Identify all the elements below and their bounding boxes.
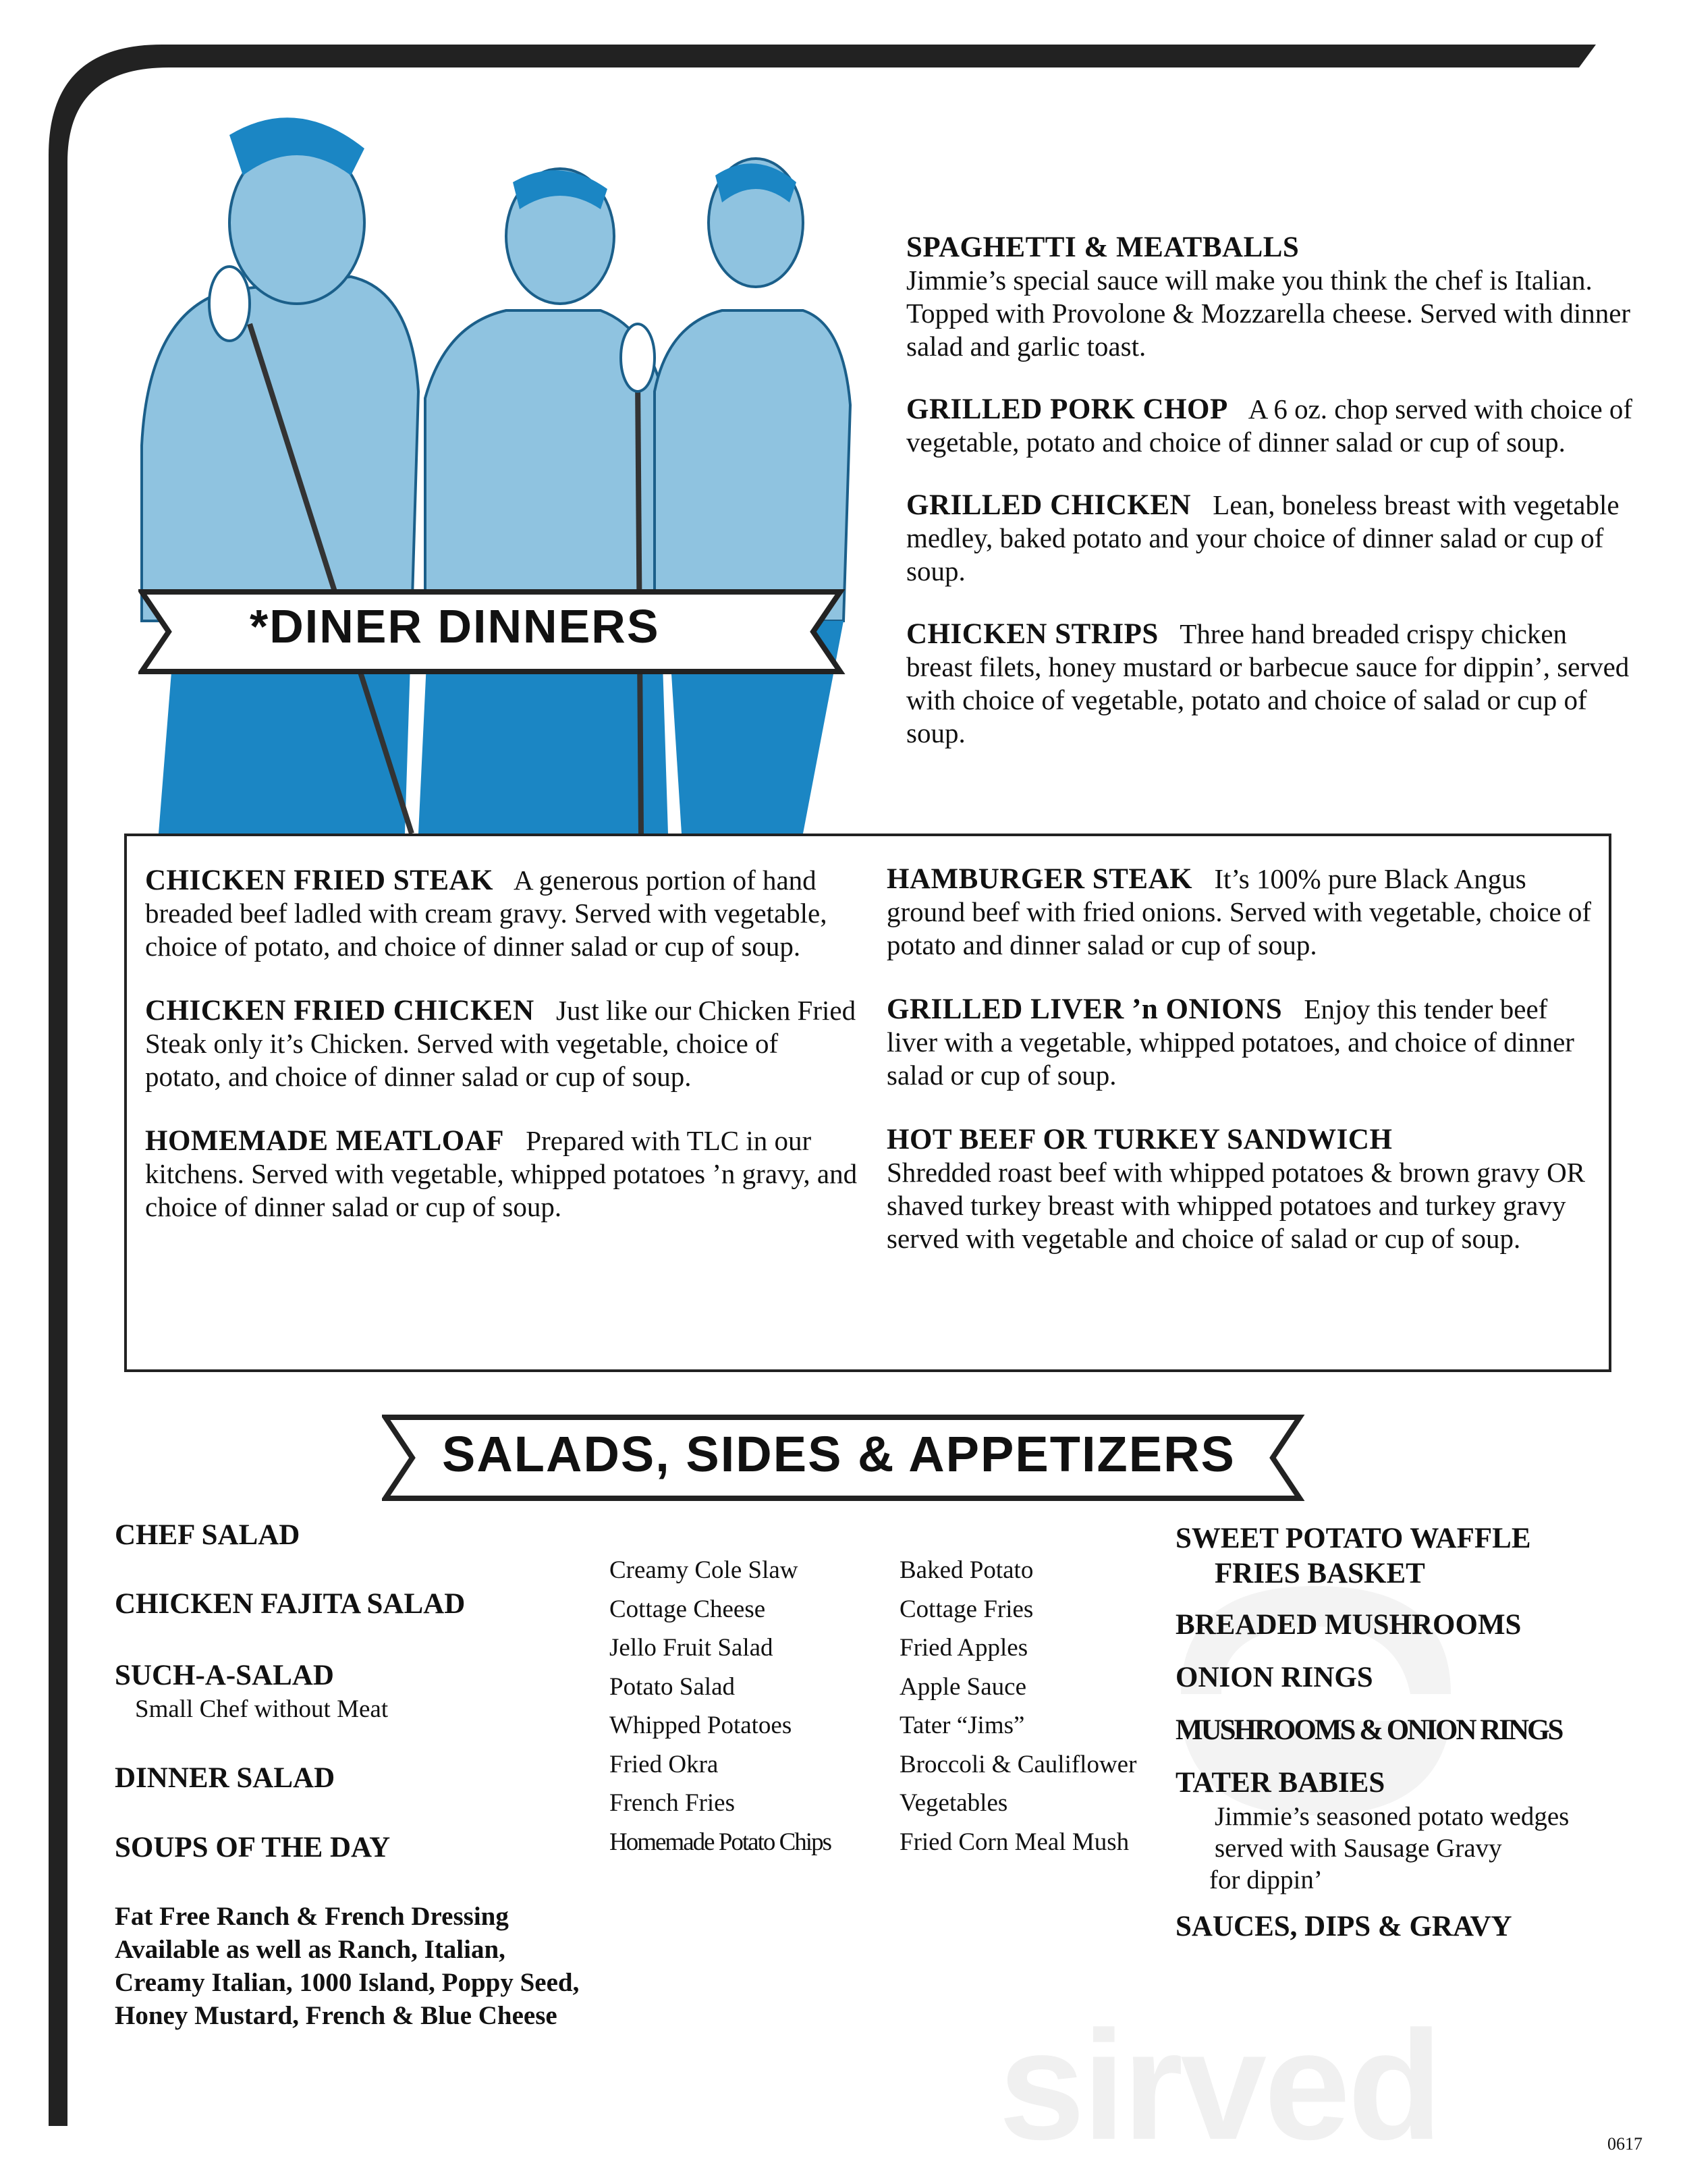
appetizer-sweet-potato-line2: FRIES BASKET	[1215, 1558, 1425, 1589]
sirved-watermark: sirved	[999, 1998, 1440, 2172]
side-item: Cottage Fries	[900, 1595, 1034, 1623]
side-item: Fried Okra	[609, 1750, 719, 1778]
salad-such-a-salad	[115, 1659, 388, 1724]
item-desc: Jimmie’s special sauce will make you think the chef is Italian. Topped with Provolone & Mozzarella cheese. Served with dinner salad and garlic toast.	[906, 265, 1631, 362]
menu-item-chicken-strips	[906, 618, 1635, 750]
side-item: Broccoli & Cauliflower	[900, 1750, 1137, 1778]
item-name: GRILLED CHICKEN	[906, 489, 1192, 521]
salad-sub: Small Chef without Meat	[135, 1695, 389, 1723]
side-item: Homemade Potato Chips	[609, 1828, 831, 1856]
soups-of-the-day: SOUPS OF THE DAY	[115, 1832, 391, 1863]
appetizer-combo: MUSHROOMS & ONION RINGS	[1176, 1714, 1562, 1746]
side-item: Tater “Jims”	[900, 1712, 1025, 1739]
menu-code: 0617	[1607, 2134, 1642, 2154]
item-name: CHICKEN FRIED STEAK	[145, 865, 494, 896]
appetizer-tater-babies: TATER BABIES	[1176, 1767, 1385, 1799]
dressing-line: Creamy Italian, 1000 Island, Poppy Seed,	[115, 1968, 580, 1997]
item-name: GRILLED LIVER ’n ONIONS	[887, 993, 1283, 1025]
item-name: GRILLED PORK CHOP	[906, 393, 1228, 425]
side-item: Creamy Cole Slaw	[609, 1556, 798, 1584]
menu-item-hot-beef-turkey	[887, 1123, 1595, 1255]
salad-fajita: CHICKEN FAJITA SALAD	[115, 1588, 466, 1620]
menu-item-pork-chop	[906, 393, 1635, 459]
dressing-note	[115, 1900, 579, 2032]
item-desc: Three hand breaded crispy chicken breast filets, honey mustard or barbecue sauce for dippin’, served with choice of vegetable, potato and choice of salad or cup of soup.	[906, 618, 1630, 748]
item-name: HAMBURGER STEAK	[887, 863, 1193, 895]
tater-desc: served with Sausage Gravy	[1215, 1834, 1502, 1863]
item-name: CHICKEN FRIED CHICKEN	[145, 995, 534, 1027]
item-name: HOMEMADE MEATLOAF	[145, 1125, 505, 1157]
appetizer-mushrooms: BREADED MUSHROOMS	[1176, 1609, 1522, 1641]
menu-item-liver-onions	[887, 993, 1595, 1092]
section-title-salads: SALADS, SIDES & APPETIZERS	[442, 1426, 1236, 1482]
tater-desc: for dippin’	[1209, 1865, 1323, 1894]
item-name: HOT BEEF OR TURKEY SANDWICH	[887, 1124, 1393, 1155]
salad-dinner: DINNER SALAD	[115, 1762, 335, 1794]
salad-name: SUCH-A-SALAD	[115, 1660, 334, 1691]
salad-chef: CHEF SALAD	[115, 1519, 300, 1551]
item-desc: It’s 100% pure Black Angus ground beef with fried onions. Served with vegetable, choice of potato and dinner salad or cup of soup.	[887, 863, 1592, 960]
appetizer-sweet-potato: SWEET POTATO WAFFLE	[1176, 1523, 1531, 1554]
item-desc: Prepared with TLC in our kitchens. Served with vegetable, whipped potatoes ’n gravy, and choice of dinner salad or cup of soup.	[145, 1125, 858, 1222]
side-item: Fried Corn Meal Mush	[900, 1828, 1130, 1856]
item-name: CHICKEN STRIPS	[906, 618, 1159, 650]
appetizer-onion-rings: ONION RINGS	[1176, 1662, 1373, 1693]
singers-illustration	[128, 108, 911, 837]
top-items-column	[906, 231, 1635, 750]
item-name: SPAGHETTI & MEATBALLS	[906, 231, 1300, 263]
item-desc: A generous portion of hand breaded beef ladled with cream gravy. Served with vegetable, choice of potato, and choice of dinner salad or cup of soup.	[145, 865, 827, 962]
dressing-line: Fat Free Ranch & French Dressing	[115, 1902, 509, 1931]
side-item: Potato Salad	[609, 1672, 736, 1701]
item-desc: Shredded roast beef with whipped potatoes & brown gravy OR shaved turkey breast with whipped potatoes and turkey gravy served with vegetable and choice of salad or cup of soup.	[887, 1157, 1586, 1254]
side-item: French Fries	[609, 1789, 735, 1817]
menu-item-chicken-fried-steak	[145, 864, 860, 963]
appetizer-sauces: SAUCES, DIPS & GRAVY	[1176, 1911, 1512, 1942]
sides-column-2	[900, 1551, 1136, 1861]
side-item: Jello Fruit Salad	[609, 1634, 773, 1662]
side-item: Apple Sauce	[900, 1672, 1027, 1701]
section-title-diner-dinners: *DINER DINNERS	[250, 600, 660, 653]
item-desc: Just like our Chicken Fried Steak only it’s Chicken. Served with vegetable, choice of potato, and choice of dinner salad or cup of soup.	[145, 995, 856, 1092]
item-desc: A 6 oz. chop served with choice of vegetable, potato and choice of dinner salad or cup of soup.	[906, 393, 1633, 458]
side-item: Whipped Potatoes	[609, 1712, 792, 1739]
menu-item-chicken-fried-chicken	[145, 994, 860, 1093]
side-item: Baked Potato	[900, 1556, 1034, 1584]
side-item: Cottage Cheese	[609, 1595, 766, 1623]
appetizers-column	[1176, 1521, 1569, 1944]
dressing-line: Honey Mustard, French & Blue Cheese	[115, 2001, 557, 2030]
side-item: Vegetables	[900, 1789, 1008, 1817]
menu-item-meatloaf	[145, 1124, 860, 1224]
menu-item-hamburger-steak	[887, 863, 1595, 962]
dressing-line: Available as well as Ranch, Italian,	[115, 1935, 505, 1964]
menu-item-grilled-chicken	[906, 489, 1635, 588]
sides-column-1	[609, 1551, 831, 1861]
box-left-column	[145, 864, 860, 1224]
box-right-column	[887, 863, 1595, 1255]
item-desc: Enjoy this tender beef liver with a vegetable, whipped potatoes, and choice of dinner salad or cup of soup.	[887, 993, 1574, 1091]
tater-desc: Jimmie’s seasoned potato wedges	[1215, 1802, 1570, 1831]
menu-item-spaghetti	[906, 231, 1635, 363]
item-desc: Lean, boneless breast with vegetable medley, baked potato and your choice of dinner salad or cup of soup.	[906, 489, 1620, 586]
side-item: Fried Apples	[900, 1634, 1028, 1662]
